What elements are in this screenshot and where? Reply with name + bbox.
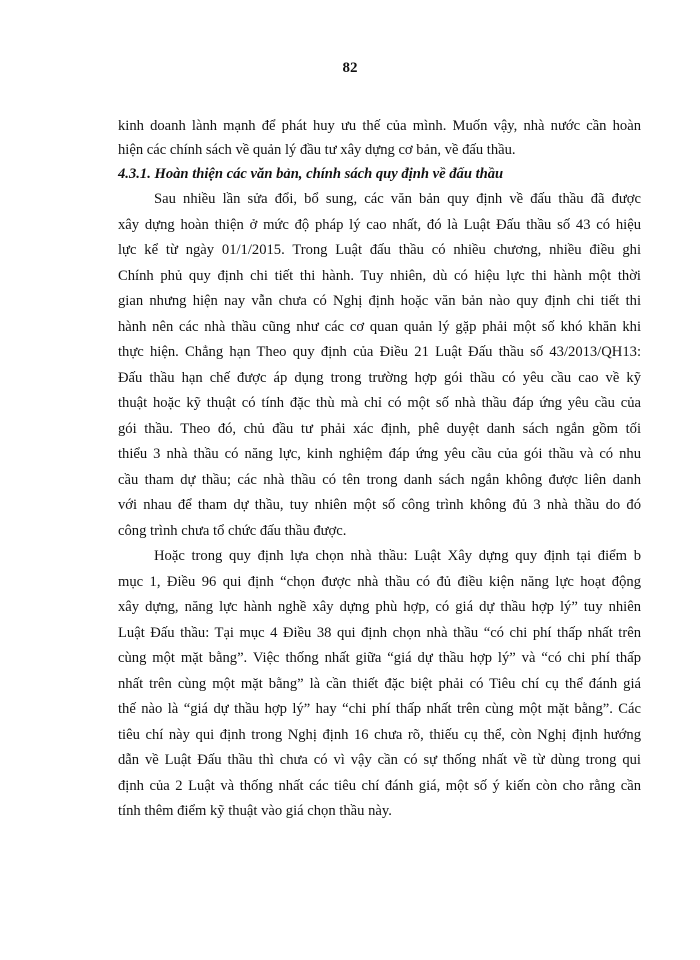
- body-text-line: công trình chưa tổ chức đấu thầu được.: [118, 523, 347, 539]
- body-text-line: cầu tham dự thầu; các nhà thầu có tên trong danh sách ngắn không được liên danh: [118, 472, 641, 488]
- body-text-line: mục 1, Điều 96 qui định “chọn được nhà thầu có đủ điều kiện năng lực hoạt động: [118, 574, 641, 590]
- body-text-line: dẫn về Luật Đấu thầu thì chưa có vì vậy cần có sự thống nhất về từ dùng trong qui: [118, 752, 641, 768]
- body-text-line: Sau nhiều lần sửa đổi, bổ sung, các văn bản quy định về đấu thầu đã được: [154, 191, 641, 207]
- body-text-line: hành nên các nhà thầu cũng như các cơ quan quản lý gặp phải một số khó khăn khi: [118, 319, 641, 335]
- body-text-line: Chính phủ quy định chi tiết thi hành. Tuy nhiên, dù có hiệu lực thi hành một thời: [118, 268, 641, 284]
- body-text-line: cùng một mặt bằng”. Việc thống nhất giữa “giá dự thầu hợp lý” và “có chi phí thấp: [118, 650, 641, 666]
- body-text-line: Đấu thầu hạn chế được áp dụng trong trường hợp gói thầu có yêu cầu cao về kỹ: [118, 370, 641, 386]
- body-text-line: Luật Đấu thầu: Tại mục 4 Điều 38 qui định chọn nhà thầu “có chi phí thấp nhất trên: [118, 625, 641, 641]
- body-text-line: gian nhưng hiện nay vẫn chưa có Nghị định hoặc văn bản nào quy định chi tiết thi: [118, 293, 641, 309]
- body-text-line: gói thầu. Theo đó, chủ đầu tư phải xác định, phê duyệt danh sách ngắn gồm tối: [118, 421, 641, 437]
- body-text-line: xây dựng, năng lực hành nghề xây dựng phù hợp, có giá dự thầu hợp lý” tuy nhiên: [118, 599, 641, 615]
- body-text-line: kinh doanh lành mạnh để phát huy ưu thế của mình. Muốn vậy, nhà nước cần hoàn: [118, 118, 641, 134]
- body-text-line: thế nào là “giá dự thầu hợp lý” hay “chi phí thấp nhất trên cùng một mặt bằng”. Các: [118, 701, 641, 717]
- body-text-line: tiêu chí này qui định trong Nghị định 16 chưa rõ, thiếu cụ thể, còn Nghị định hướng: [118, 727, 641, 743]
- body-text-line: xây dựng hoàn thiện ở mức độ pháp lý cao nhất, đó là Luật Đấu thầu số 43 có hiệu: [118, 217, 641, 233]
- body-text-line: thực hiện. Chẳng hạn Theo quy định của Điều 21 Luật Đấu thầu số 43/2013/QH13:: [118, 344, 641, 360]
- body-text-line: lực kể từ ngày 01/1/2015. Trong Luật đấu thầu có nhiều chương, nhiều điều ghi: [118, 242, 641, 258]
- body-text-line: hiện các chính sách về quản lý đầu tư xây dựng cơ bản, về đấu thầu.: [118, 142, 516, 158]
- body-text-line: với nhau để tham dự thầu, tuy nhiên một số công trình không đủ 3 nhà thầu do đó: [118, 497, 641, 513]
- section-heading: 4.3.1. Hoàn thiện các văn bản, chính sách quy định về đấu thầu: [118, 166, 504, 182]
- body-text-line: thuật hoặc kỹ thuật có tính đặc thù mà chỉ có một số nhà thầu đáp ứng yêu cầu của: [118, 395, 641, 411]
- body-text-line: tính thêm điểm kỹ thuật vào giá chọn thầu này.: [118, 803, 392, 819]
- body-text-line: thiểu 3 nhà thầu có năng lực, kinh nghiệm đáp ứng yêu cầu của gói thầu và có nhu: [118, 446, 641, 462]
- page-number: 82: [342, 60, 358, 76]
- body-text-line: định của 2 Luật và thống nhất các tiêu chí đánh giá, một số ý kiến còn cho rằng cần: [118, 778, 641, 794]
- body-text-line: Hoặc trong quy định lựa chọn nhà thầu: Luật Xây dựng quy định tại điểm b: [154, 548, 641, 564]
- body-text-line: nhất trên cùng một mặt bằng” là cần thiết đặc biệt phải có Tiêu chí cụ thể đánh giá: [118, 676, 641, 692]
